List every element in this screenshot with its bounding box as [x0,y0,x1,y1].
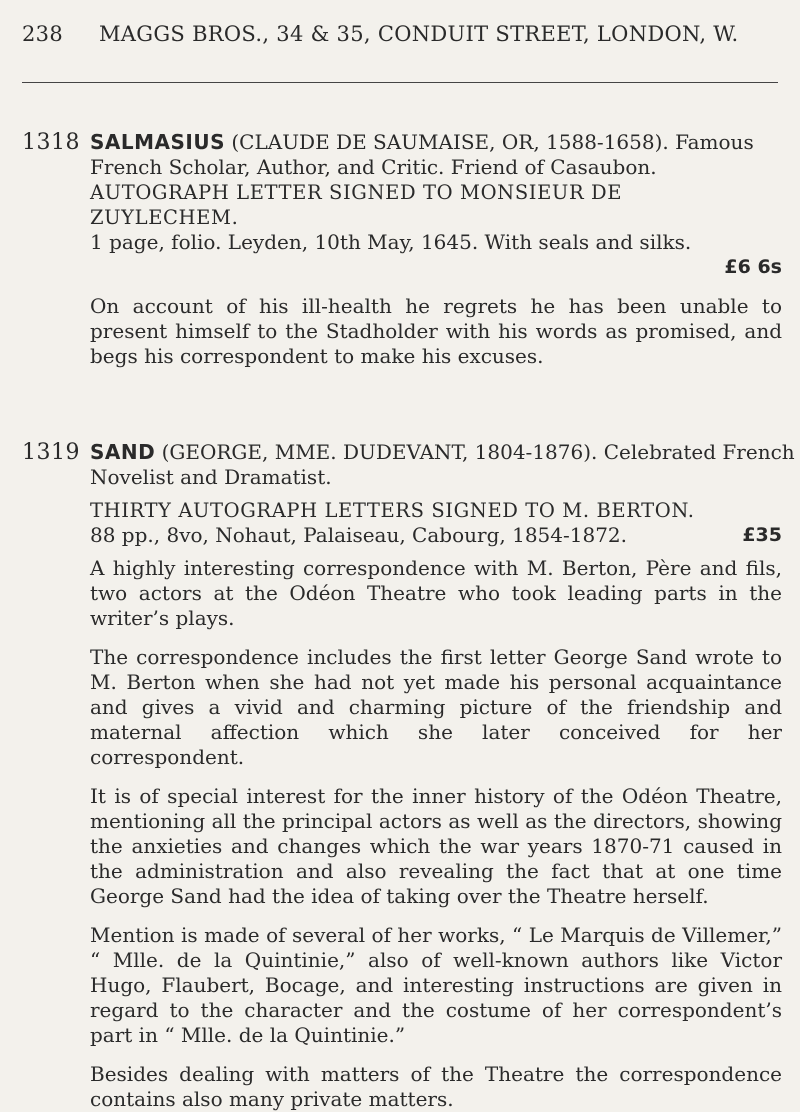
description-paragraph: A highly interesting correspondence with M. Berton, Père and fils, two actors at the Odéon Theatre who took leading parts in the writer’s plays. [90,556,782,630]
description-paragraph: Mention is made of several of her works, “ Le Marquis de Villemer,” “ Mlle. de la Quintinie,” also of well-known authors like Victor Hugo, Flaubert, Bocage, and interesting instructions are given in regard to the character and the costume of her correspondent’s part in “ Mlle. de la Quintinie.” [90,923,782,1047]
description-paragraph: The correspondence includes the first letter George Sand wrote to M. Berton when she had not yet made his personal acquaintance and gives a vivid and charming picture of the friendship and maternal affection which she later conceived for her correspondent. [90,645,782,769]
details-row [90,523,782,548]
item-details: 88 pp., 8vo, Nohaut, Palaiseau, Cabourg, 1854-1872. [90,523,628,547]
price: £6 6s [724,256,782,278]
item-title-line-1: THIRTY AUTOGRAPH LETTERS SIGNED TO M. BERTON. [90,499,695,522]
entry-heading [90,440,795,465]
description-paragraph: It is of special interest for the inner history of the Odéon Theatre, mentioning all the principal actors as well as the directors, showing the anxieties and changes which the war years 1870-71 caused in the administration and also revealing the fact that at one time George Sand had the idea of taking over the Theatre herself. [90,784,782,908]
item-details: 1 page, folio. Leyden, 10th May, 1645. With seals and silks. [90,230,692,254]
header-rule [22,82,778,83]
item-title-line-2: ZUYLECHEM. [90,206,239,229]
heading-rest: (GEORGE, MME. DUDEVANT, 1804-1876). Celebrated French [161,440,795,464]
heading-line-2: French Scholar, Author, and Critic. Friend of Casaubon. [90,155,657,179]
author-name: SALMASIUS [90,130,225,154]
running-title: MAGGS BROS., 34 & 35, CONDUIT STREET, LONDON, W. [98,22,739,46]
description-paragraph: Besides dealing with matters of the Theatre the correspondence contains also many private matters. [90,1062,782,1111]
description-paragraph: On account of his ill-health he regrets he has been unable to present himself to the Stadholder with his words as promised, and begs his correspondent to make his excuses. [90,294,782,368]
entry-heading [90,130,782,155]
price: £35 [742,524,782,546]
author-name: SAND [90,440,156,464]
item-title-line-1: AUTOGRAPH LETTER SIGNED TO MONSIEUR DE [90,181,623,204]
lot-number: 1318 [22,130,80,155]
running-header [22,22,762,46]
page-number: 238 [22,22,63,46]
heading-rest: (CLAUDE DE SAUMAISE, OR, 1588-1658). Famous [231,130,754,154]
heading-line-2: Novelist and Dramatist. [90,465,332,489]
lot-number: 1319 [22,440,80,465]
